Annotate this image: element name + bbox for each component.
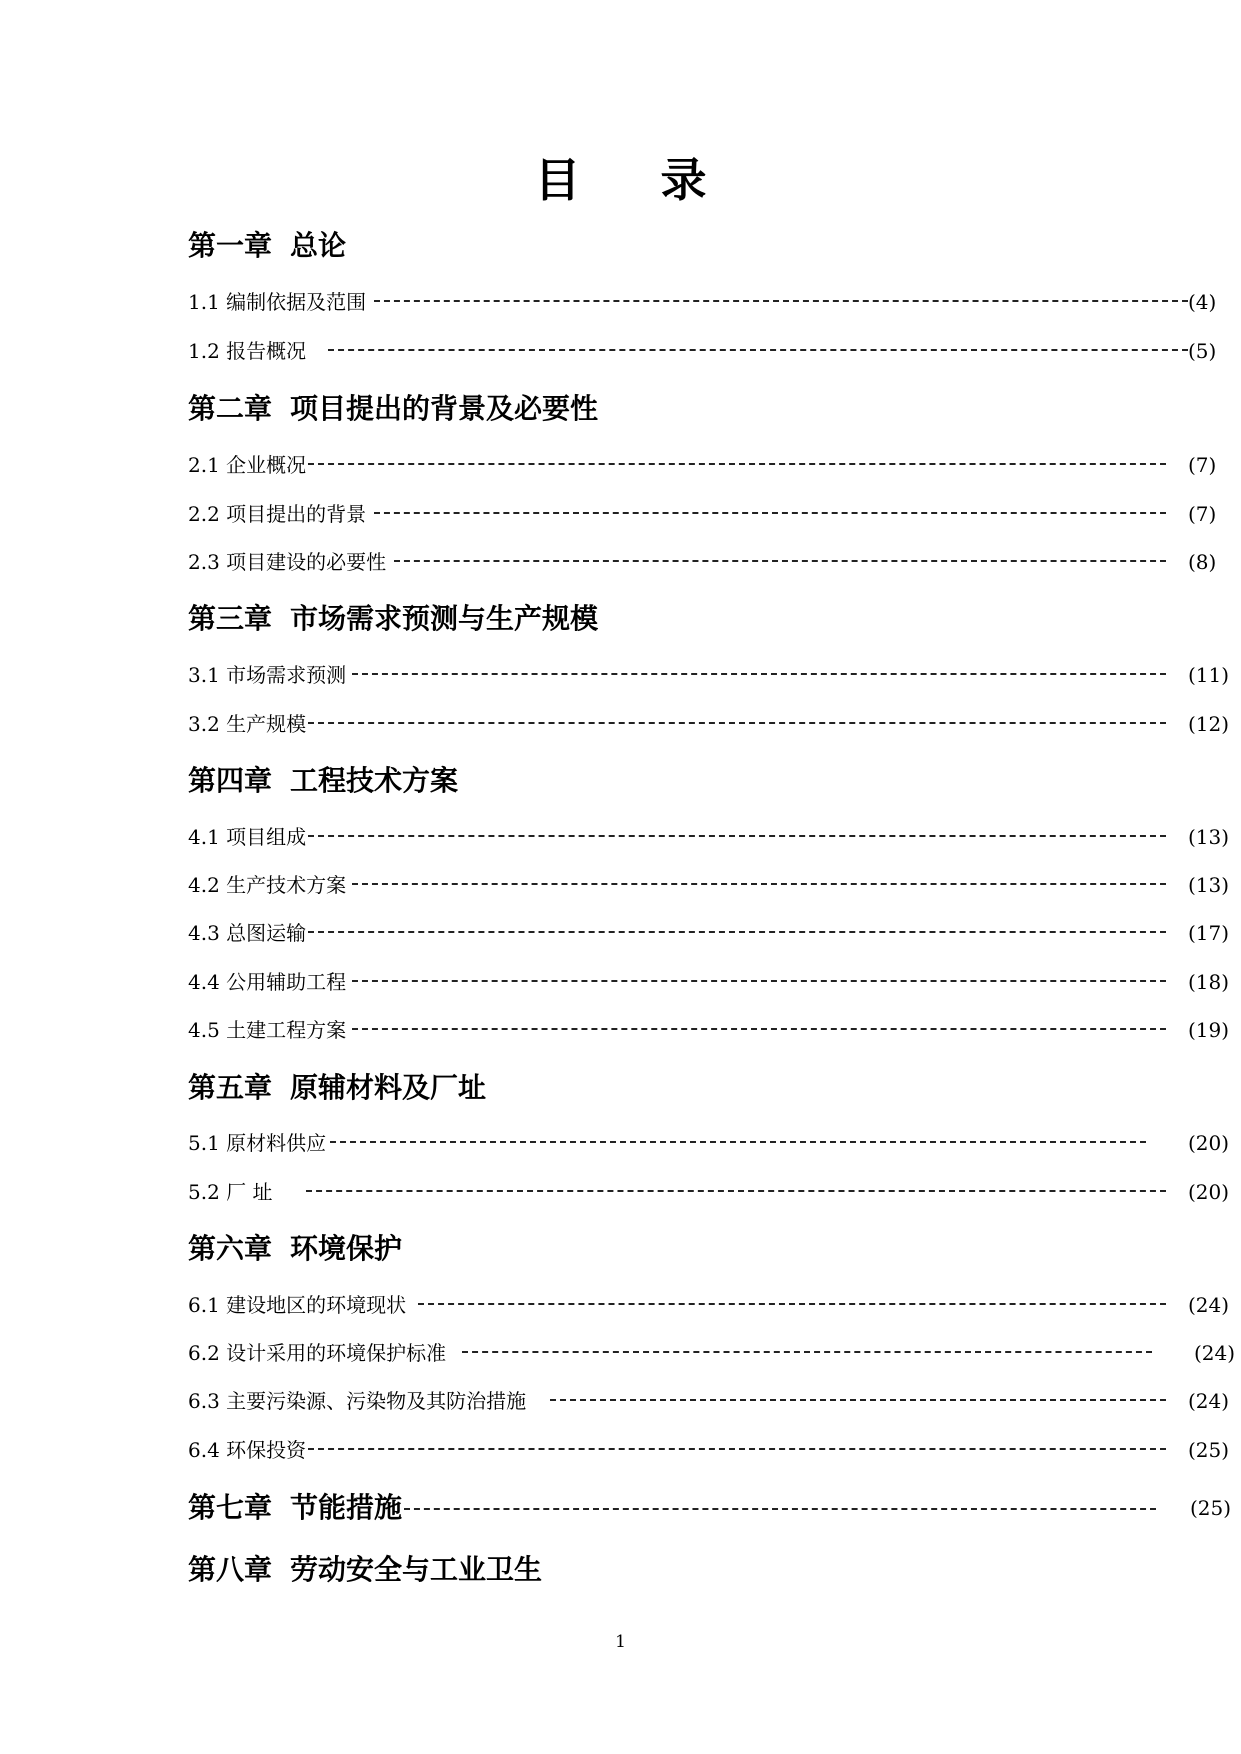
dot-leader — [352, 673, 1166, 675]
chapter-title: 工程技术方案 — [290, 764, 459, 797]
toc-entry-label: 1.2 报告概况 — [188, 339, 307, 363]
page-title: 目 录 — [534, 153, 739, 207]
toc-entry-label: 5.2 厂 址 — [188, 1180, 273, 1204]
toc-entry-page: (4) — [1188, 290, 1217, 314]
toc-entry-label: 2.3 项目建设的必要性 — [188, 550, 387, 574]
toc-entry-label: 6.1 建设地区的环境现状 — [188, 1293, 407, 1317]
chapter-title: 劳动安全与工业卫生 — [290, 1553, 543, 1586]
dot-leader — [374, 300, 1188, 302]
dot-leader — [374, 512, 1166, 514]
toc-entry-label: 4.2 生产技术方案 — [188, 873, 347, 897]
dot-leader — [330, 1141, 1146, 1143]
chapter-number: 第一章 — [188, 229, 273, 262]
chapter-8-heading — [188, 1552, 542, 1588]
dot-leader — [308, 1448, 1166, 1450]
toc-entry-page: (12) — [1188, 712, 1230, 736]
toc-entry-page: (20) — [1188, 1180, 1230, 1204]
chapter-title: 节能措施 — [290, 1491, 403, 1524]
toc-entry-label: 2.2 项目提出的背景 — [188, 502, 367, 526]
dot-leader — [308, 722, 1166, 724]
toc-entry-page: (11) — [1188, 663, 1230, 687]
toc-entry-label: 4.1 项目组成 — [188, 825, 307, 849]
toc-entry-label: 1.1 编制依据及范围 — [188, 290, 367, 314]
chapter-5-heading — [188, 1070, 486, 1106]
toc-entry-label: 5.1 原材料供应 — [188, 1131, 327, 1155]
dot-leader — [328, 349, 1188, 351]
dot-leader — [308, 463, 1166, 465]
chapter-title: 环境保护 — [290, 1232, 403, 1265]
toc-entry-page: (24) — [1188, 1389, 1230, 1413]
toc-entry-page: (5) — [1188, 339, 1217, 363]
dot-leader — [306, 1190, 1166, 1192]
chapter-number: 第七章 — [188, 1491, 273, 1524]
dot-leader — [352, 1028, 1166, 1030]
chapter-2-heading — [188, 391, 598, 427]
toc-entry-label: 6.2 设计采用的环境保护标准 — [188, 1341, 447, 1365]
toc-entry-label: 3.1 市场需求预测 — [188, 663, 347, 687]
dot-leader — [308, 931, 1166, 933]
toc-entry-page: (17) — [1188, 921, 1230, 945]
dot-leader — [550, 1399, 1166, 1401]
chapter-title: 原辅材料及厂址 — [290, 1071, 487, 1104]
toc-entry-page: (24) — [1188, 1293, 1230, 1317]
toc-entry-page: (19) — [1188, 1018, 1230, 1042]
toc-entry-label: 2.1 企业概况 — [188, 453, 307, 477]
chapter-number: 第五章 — [188, 1071, 273, 1104]
chapter-1-heading — [188, 228, 346, 264]
chapter-number: 第八章 — [188, 1553, 273, 1586]
chapter-number: 第二章 — [188, 392, 273, 425]
toc-entry-page: (20) — [1188, 1131, 1230, 1155]
page-number: 1 — [615, 1632, 626, 1652]
toc-entry-label: 4.4 公用辅助工程 — [188, 970, 347, 994]
toc-entry-label: 4.3 总图运输 — [188, 921, 307, 945]
toc-entry-page: (8) — [1188, 550, 1217, 574]
dot-leader — [462, 1351, 1152, 1353]
toc-entry-page: (13) — [1188, 825, 1230, 849]
dot-leader — [394, 560, 1166, 562]
toc-entry-page: (7) — [1188, 453, 1217, 477]
toc-entry-label: 6.3 主要污染源、污染物及其防治措施 — [188, 1389, 527, 1413]
chapter-7-label — [188, 1490, 402, 1526]
toc-entry-page: (18) — [1188, 970, 1230, 994]
dot-leader — [418, 1303, 1166, 1305]
dot-leader — [352, 883, 1166, 885]
chapter-4-heading — [188, 763, 458, 799]
toc-entry-page: (13) — [1188, 873, 1230, 897]
toc-entry-page: (7) — [1188, 502, 1217, 526]
dot-leader — [308, 835, 1166, 837]
toc-entry-label: 6.4 环保投资 — [188, 1438, 307, 1462]
chapter-number: 第四章 — [188, 764, 273, 797]
chapter-number: 第六章 — [188, 1232, 273, 1265]
chapter-number: 第三章 — [188, 602, 273, 635]
toc-entry-page: (24) — [1194, 1341, 1236, 1365]
chapter-6-heading — [188, 1231, 402, 1267]
dot-leader — [404, 1508, 1156, 1510]
dot-leader — [352, 980, 1166, 982]
toc-entry-page: (25) — [1190, 1496, 1232, 1520]
chapter-title: 市场需求预测与生产规模 — [290, 602, 599, 635]
chapter-3-heading — [188, 601, 598, 637]
toc-entry-page: (25) — [1188, 1438, 1230, 1462]
toc-entry-label: 4.5 土建工程方案 — [188, 1018, 347, 1042]
chapter-title: 总论 — [290, 229, 347, 262]
toc-entry-label: 3.2 生产规模 — [188, 712, 307, 736]
chapter-title: 项目提出的背景及必要性 — [290, 392, 599, 425]
